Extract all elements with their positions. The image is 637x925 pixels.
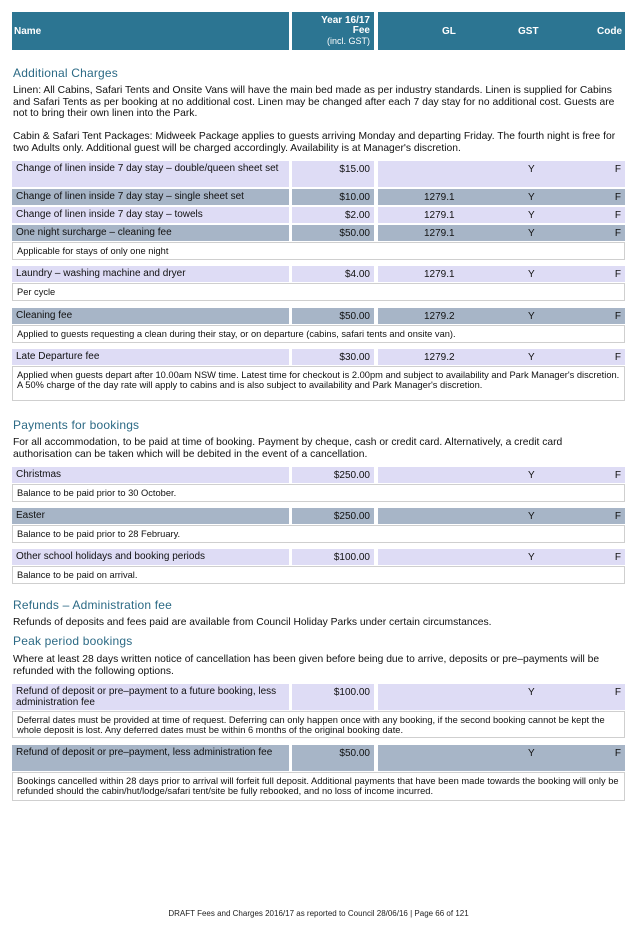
row-note: Applied to guests requesting a clean during their stay, or on departure (cabins, safari tents and onsite van). [12, 325, 625, 343]
header-codes-cell [378, 12, 625, 50]
section-heading-refunds: Refunds – Administration fee [13, 598, 173, 612]
row-note: Applied when guests depart after 10.00am NSW time. Latest time for checkout is 2.00pm and subject to availability and Park Manager's discretion. A 50% charge of the day rate will apply to cabins and is also subject to availability and Park Manager's discretion. [12, 366, 625, 401]
row-fee: $2.00 [292, 207, 374, 223]
payments-paragraph: For all accommodation, to be paid at time of booking. Payment by cheque, cash or credit card. Alternatively, a credit card authorisation can be taken which will be debited in the event of a cancellation. [13, 437, 563, 460]
row-code: F [614, 192, 621, 203]
row-note: Balance to be paid on arrival. [12, 566, 625, 584]
row-fee: $250.00 [292, 467, 374, 483]
row-name: One night surcharge – cleaning fee [12, 225, 289, 241]
table-row [12, 684, 625, 710]
row-name: Change of linen inside 7 day stay – single sheet set [12, 189, 289, 205]
header-gl: GL [442, 26, 456, 37]
table-row [12, 549, 625, 565]
refunds-paragraph: Refunds of deposits and fees paid are available from Council Holiday Parks under certain circumstances. [13, 617, 492, 628]
row-note: Balance to be paid prior to 30 October. [12, 484, 625, 502]
table-row [12, 189, 625, 205]
table-row [12, 308, 625, 324]
row-name: Cleaning fee [12, 308, 289, 324]
row-fee: $30.00 [292, 349, 374, 365]
row-gst: Y [528, 687, 535, 698]
row-gst: Y [528, 470, 535, 481]
row-name: Laundry – washing machine and dryer [12, 266, 289, 282]
table-row [12, 508, 625, 524]
row-fee: $50.00 [292, 225, 374, 241]
row-note: Deferral dates must be provided at time of request. Deferring can only happen once with any booking, if the second booking cannot be kept the whole deposit is lost. Any deferred dates must be within 6 months of the original booking date. [12, 711, 625, 738]
row-code: F [614, 748, 621, 759]
row-fee: $50.00 [292, 308, 374, 324]
row-gst: Y [528, 552, 535, 563]
row-fee: $10.00 [292, 189, 374, 205]
row-name: Christmas [12, 467, 289, 483]
row-gl: 1279.1 [424, 192, 455, 203]
row-code: F [614, 470, 621, 481]
section-heading-additional-charges: Additional Charges [13, 66, 118, 80]
row-gst: Y [528, 192, 535, 203]
table-header [12, 12, 625, 50]
row-name: Late Departure fee [12, 349, 289, 365]
header-fee-line1: Year 16/17 [321, 15, 370, 26]
row-gst: Y [528, 511, 535, 522]
row-gl: 1279.2 [424, 352, 455, 363]
row-code: F [614, 164, 621, 175]
row-code: F [614, 210, 621, 221]
table-row [12, 225, 625, 241]
row-gst: Y [528, 164, 535, 175]
row-name: Other school holidays and booking periods [12, 549, 289, 565]
row-fee: $250.00 [292, 508, 374, 524]
row-fee: $15.00 [292, 161, 374, 187]
row-name: Change of linen inside 7 day stay – double/queen sheet set [12, 161, 289, 187]
row-gst: Y [528, 311, 535, 322]
table-row [12, 349, 625, 365]
table-row [12, 266, 625, 282]
row-code: F [614, 511, 621, 522]
peak-paragraph: Where at least 28 days written notice of cancellation has been given before being due to arrive, deposits or pre–payments will be refunded with the following options. [13, 654, 600, 677]
row-gst: Y [528, 748, 535, 759]
table-row [12, 745, 625, 771]
row-code: F [614, 311, 621, 322]
section-heading-peak-period: Peak period bookings [13, 634, 133, 648]
row-fee: $4.00 [292, 266, 374, 282]
header-fee-line2: Fee [352, 25, 370, 36]
row-code: F [614, 687, 621, 698]
row-note: Bookings cancelled within 28 days prior to arrival will forfeit full deposit. Additional payments that have been made towards the booking will only be refunded should the cabin/hut/lodge/safari tent/site be fully rebooked, and no loss of income incurred. [12, 772, 625, 801]
row-code: F [614, 352, 621, 363]
row-gst: Y [528, 352, 535, 363]
row-name: Refund of deposit or pre–payment to a future booking, less administration fee [12, 684, 289, 710]
row-name: Refund of deposit or pre–payment, less administration fee [12, 745, 289, 771]
row-note: Applicable for stays of only one night [12, 242, 625, 260]
row-code: F [614, 269, 621, 280]
row-name: Easter [12, 508, 289, 524]
page-footer: DRAFT Fees and Charges 2016/17 as reported to Council 28/06/16 | Page 66 of 121 [168, 909, 469, 918]
header-gst: GST [518, 26, 539, 37]
row-fee: $50.00 [292, 745, 374, 771]
row-gl: 1279.2 [424, 311, 455, 322]
row-fee: $100.00 [292, 549, 374, 565]
row-code: F [614, 228, 621, 239]
table-row [12, 467, 625, 483]
header-name-cell [12, 12, 289, 50]
row-gl: 1279.1 [424, 269, 455, 280]
header-fee-line3: (incl. GST) [326, 36, 370, 46]
row-note: Balance to be paid prior to 28 February. [12, 525, 625, 543]
header-code: Code [597, 26, 622, 37]
section-heading-payments: Payments for bookings [13, 418, 140, 432]
packages-paragraph: Cabin & Safari Tent Packages: Midweek Package applies to guests arriving Monday and departing Friday. The fourth night is free for two Adults only. Additional guest will be charged accordingly. Availability is at Manager's discretion. [13, 131, 616, 154]
row-name: Change of linen inside 7 day stay – towels [12, 207, 289, 223]
row-gl: 1279.1 [424, 228, 455, 239]
row-gl: 1279.1 [424, 210, 455, 221]
row-note: Per cycle [12, 283, 625, 301]
row-gst: Y [528, 269, 535, 280]
row-gst: Y [528, 228, 535, 239]
linen-paragraph: Linen: All Cabins, Safari Tents and Onsite Vans will have the main bed made as per industry standards. Linen is supplied for Cabins and Safari Tents as per booking at no additional cost. Linen may be changed after each 7 day stay for no additional cost. Guests are not to bring their own linen into the Park. [13, 85, 615, 119]
table-row [12, 161, 625, 187]
header-name: Name [14, 26, 42, 37]
header-fee-cell [292, 12, 374, 50]
table-row [12, 207, 625, 223]
row-code: F [614, 552, 621, 563]
row-gst: Y [528, 210, 535, 221]
row-fee: $100.00 [292, 684, 374, 710]
